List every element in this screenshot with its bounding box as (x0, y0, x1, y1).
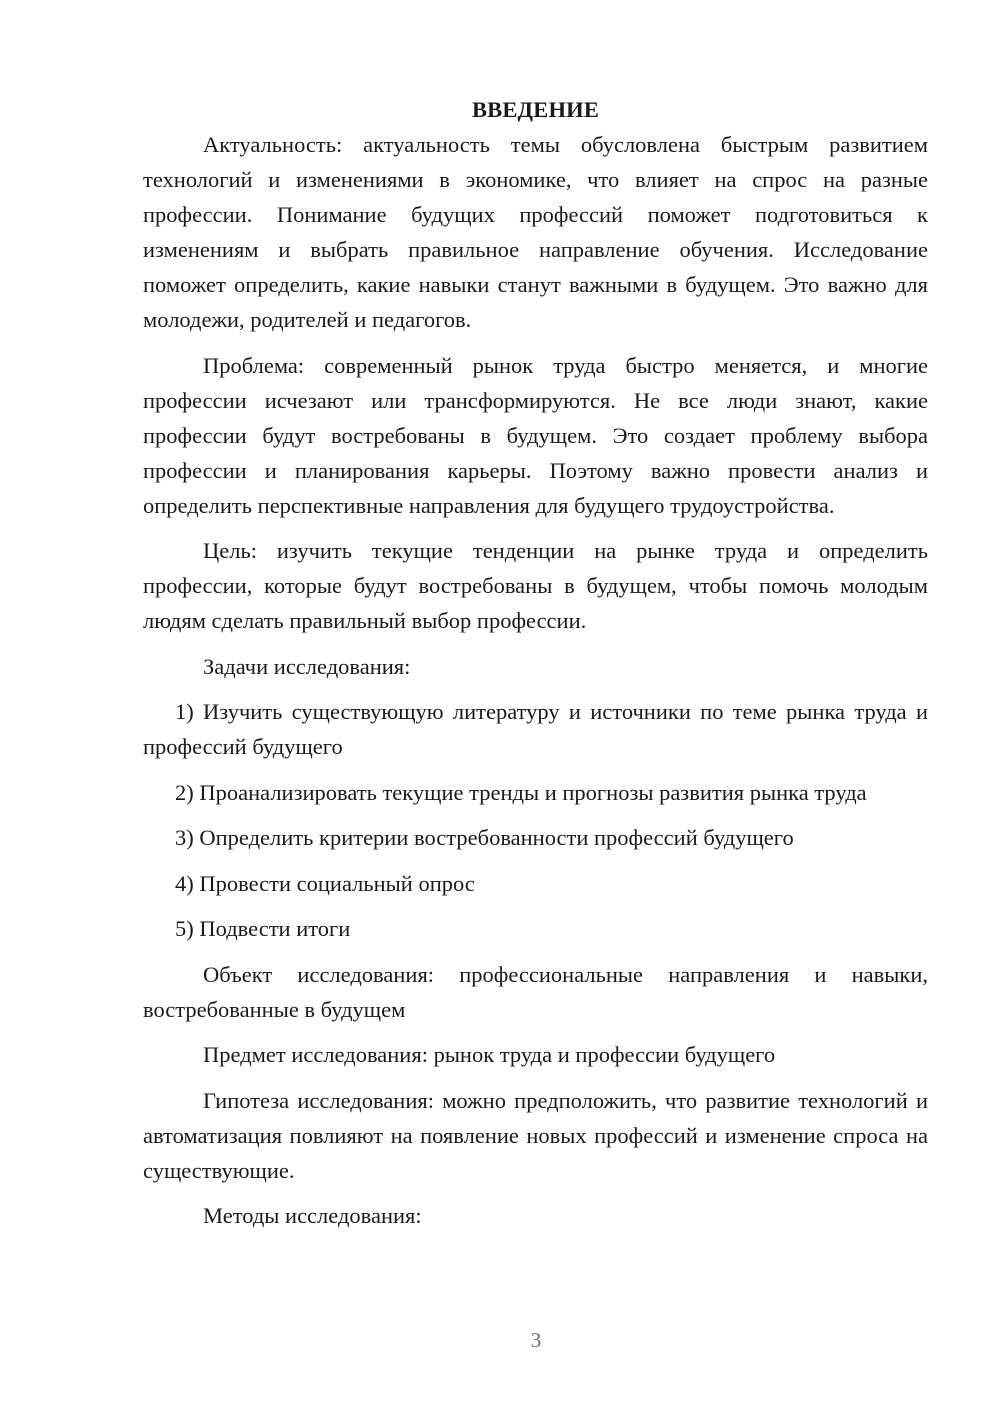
task-item-4: 4) Провести социальный опрос (175, 870, 475, 896)
paragraph-relevance: Актуальность: актуальность темы обусловлена быстрым развитием технологий и изменениями в экономике, что влияет на спрос на разные профессии. Понимание будущих профессий поможет подготовиться к изменениям и выбрать правильное направление обучения. Исследование поможет определить, какие навыки станут важными в будущем. Это важно для молодежи, родителей и педагогов. (143, 132, 928, 332)
task-item-2: 2) Проанализировать текущие тренды и прогнозы развития рынка труда (175, 779, 867, 805)
task-item-5: 5) Подвести итоги (175, 916, 351, 941)
task-item-3: 3) Определить критерии востребованности профессий будущего (175, 825, 794, 850)
document-title: ВВЕДЕНИЕ (471, 97, 600, 122)
paragraph-tasks-heading: Задачи исследования: (203, 653, 411, 679)
task-item-1: 1) Изучить существующую литературу и источники по теме рынка труда и профессий будущего (143, 699, 928, 759)
paragraph-methods: Методы исследования: (203, 1203, 422, 1228)
paragraph-goal: Цель: изучить текущие тенденции на рынке труда и определить профессии, которые будут востребованы в будущем, чтобы помочь молодым людям сделать правильный выбор профессии. (143, 538, 928, 633)
paragraph-subject: Предмет исследования: рынок труда и профессии будущего (203, 1042, 776, 1067)
page-number: 3 (530, 1328, 542, 1352)
document-page (143, 92, 928, 1244)
paragraph-object: Объект исследования: профессиональные направления и навыки, востребованные в будущем (143, 961, 928, 1022)
paragraph-hypothesis: Гипотеза исследования: можно предположить, что развитие технологий и автоматизация повлияют на появление новых профессий и изменение спроса на существующие. (143, 1087, 928, 1183)
paragraph-problem: Проблема: современный рынок труда быстро меняется, и многие профессии исчезают или трансформируются. Не все люди знают, какие профессии будут востребованы в будущем. Это создает проблему выбора профессии и планирования карьеры. Поэтому важно провести анализ и определить перспективные направления для будущего трудоустройства. (143, 352, 928, 518)
